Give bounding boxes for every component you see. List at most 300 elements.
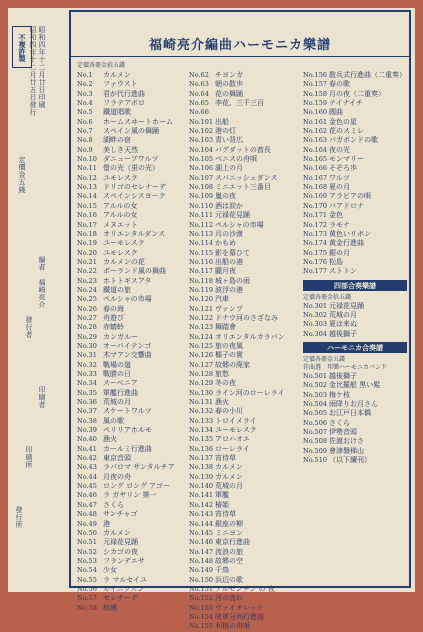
item-number: No.112 (189, 220, 213, 229)
item-number: No.33 (77, 370, 97, 378)
publish-date: 昭和四年十二月廿五日發行 (29, 26, 37, 116)
item-title: 舞踏會 (215, 323, 236, 332)
list-item (77, 538, 185, 547)
item-number: No.16 (77, 211, 97, 220)
list-item (189, 538, 299, 547)
list-item (77, 314, 185, 323)
list-item (189, 155, 299, 164)
item-number: No.66 (189, 108, 209, 117)
printer-label: 印刷者 (38, 386, 46, 409)
list-item (303, 230, 407, 239)
item-number: No.157 (303, 80, 327, 89)
item-title: お江戸日本橋 (329, 409, 371, 418)
item-number: No.130 (189, 388, 213, 397)
list-item (77, 454, 185, 463)
list-item (189, 361, 299, 370)
list-item (189, 566, 299, 575)
list-item (303, 330, 407, 339)
list-item (77, 435, 185, 444)
list-item (189, 501, 299, 510)
item-number: No.304 (303, 329, 327, 338)
list-item (77, 221, 185, 230)
item-number: No.102 (189, 127, 213, 136)
list-item (189, 333, 299, 342)
list-item (303, 71, 407, 80)
list-item (189, 407, 299, 416)
item-number: No.149 (189, 566, 213, 575)
item-number: No.56 (77, 584, 97, 593)
item-number: No.175 (303, 248, 327, 257)
item-title: モンマリー (329, 155, 364, 164)
list-item (77, 323, 185, 332)
item-number: No.1 (77, 71, 93, 79)
item-title: オーバイテンゴ (103, 341, 152, 350)
list-item (77, 501, 185, 510)
item-title: ワルツ (329, 173, 350, 182)
list-item (189, 370, 299, 379)
item-number: No.142 (189, 500, 213, 509)
list-item (189, 221, 299, 230)
item-title: 荒城の月 (215, 482, 243, 491)
item-number: No.30 (77, 341, 97, 350)
list-item (77, 155, 185, 164)
item-title: ペルシャの市場 (215, 220, 264, 229)
item-number: No.134 (189, 426, 213, 435)
item-number: No.152 (189, 594, 213, 603)
item-title: 港 (103, 519, 110, 528)
list-item (189, 108, 299, 117)
item-number: No.28 (77, 323, 97, 332)
item-number: No.43 (77, 463, 97, 472)
item-number: No.34 (77, 379, 97, 388)
item-title: 軍艦 (215, 491, 229, 500)
list-item (189, 127, 299, 136)
item-number: No.169 (303, 192, 327, 201)
item-title: 美しき天然 (103, 145, 138, 154)
list-item (303, 409, 407, 418)
list-item (77, 174, 185, 183)
item-title: トロイメライ (215, 416, 257, 425)
item-title: チヨンガ (215, 71, 243, 79)
item-number: No.122 (189, 313, 213, 322)
item-number: No.163 (303, 136, 327, 145)
item-title: 黄金行進曲 (329, 239, 364, 248)
item-title: カルメン (215, 472, 243, 481)
item-number: No.135 (189, 435, 213, 444)
item-title: 漁火 (103, 435, 117, 444)
item-number: No.44 (77, 472, 97, 481)
item-number: No.63 (189, 80, 209, 89)
list-item (77, 71, 185, 80)
item-title: カルメン (215, 463, 243, 472)
item-title: 荒城の月 (103, 398, 131, 407)
publisher-label: 發行者 (25, 316, 33, 339)
list-item (77, 146, 185, 155)
item-title: 影を慕ひて (215, 248, 250, 257)
item-number: No.37 (77, 407, 97, 416)
list-item (189, 118, 299, 127)
item-title: 故郷 (103, 603, 117, 612)
item-title: カルメンの花 (103, 257, 145, 266)
list-item (77, 108, 185, 117)
item-number: No.170 (303, 201, 327, 210)
item-title (215, 108, 299, 117)
item-number: No.166 (303, 164, 327, 173)
print-date: 昭和四年十二月廿日印刷 (38, 26, 46, 109)
list-item (77, 520, 185, 529)
item-number: No.47 (77, 500, 97, 509)
item-title: カールミ行進曲 (103, 444, 152, 453)
list-item (303, 174, 407, 183)
item-number: No.136 (189, 444, 213, 453)
item-title: 鐵道唱歌 (103, 108, 131, 117)
item-number: No.504 (303, 399, 327, 408)
list-item (189, 99, 299, 108)
list-item (303, 239, 407, 248)
list-item (303, 99, 407, 108)
item-title: 黄色いリボン (329, 229, 371, 238)
item-number: No.117 (189, 267, 213, 276)
item-number: No.109 (189, 192, 213, 201)
item-number: No.143 (189, 510, 213, 519)
list-item (189, 249, 299, 258)
list-item (303, 267, 407, 276)
item-title: 月の沙漠 (215, 229, 243, 238)
catalog-panel (69, 10, 411, 631)
list-item (189, 520, 299, 529)
list-item (77, 267, 185, 276)
row-list (189, 71, 299, 632)
item-title: ポーランド風の舞曲 (103, 267, 166, 276)
item-title: 會津磐梯山 (329, 446, 364, 455)
item-title: オリエンタルカラバン (215, 332, 285, 341)
list-item (303, 80, 407, 89)
item-title: 花の舞踊 (215, 89, 243, 98)
item-number: No.15 (77, 201, 97, 210)
item-title: 風の歌 (103, 416, 124, 425)
item-number: No.128 (189, 370, 213, 378)
list-item (189, 305, 299, 314)
list-item (77, 510, 185, 519)
item-number: No.161 (303, 117, 327, 126)
item-number: No.132 (189, 407, 213, 416)
item-title: フランデエサ (103, 556, 145, 565)
item-title: ホームスヰートホーム (103, 117, 173, 126)
list-item (303, 320, 407, 329)
list-item (77, 202, 185, 211)
item-number: No.58 (77, 603, 97, 612)
item-number: No.509 (303, 446, 327, 455)
item-title: 宵待草 (215, 454, 236, 463)
list-item (189, 529, 299, 538)
item-title: ルイニツスン (103, 584, 145, 593)
list-item (77, 99, 185, 108)
item-number: No.146 (189, 538, 213, 547)
column-header: 定價各冊金拾五錢 (77, 62, 126, 69)
item-number: No.39 (77, 426, 97, 435)
list-item (77, 351, 185, 360)
list-item (189, 230, 299, 239)
list-item (77, 164, 185, 173)
item-number: No.55 (77, 575, 97, 584)
item-title: 赤蜻蛉 (103, 323, 124, 332)
item-number: No.174 (303, 239, 327, 248)
item-number: No.148 (189, 556, 213, 565)
item-title: カルメン (103, 528, 131, 537)
ensemble-section-heading: 四部合奏樂譜 (303, 280, 407, 291)
item-title: 東京音頭 (103, 454, 131, 463)
item-title: カルメン (103, 71, 131, 79)
item-number: No.53 (77, 556, 97, 565)
item-title: 港の灯 (215, 127, 236, 136)
item-number: No.12 (77, 173, 97, 182)
item-number: No.139 (189, 472, 213, 481)
publishing-house-label: 發行所 (15, 506, 23, 529)
list-item (189, 267, 299, 276)
item-title: 陸軍分列行進曲 (215, 612, 264, 621)
stamp-line-2: 許製 (18, 48, 27, 62)
item-title: アラビアの唄 (329, 192, 371, 201)
list-item (77, 258, 185, 267)
list-item (303, 211, 407, 220)
list-item (77, 295, 185, 304)
item-number: No.4 (77, 99, 93, 108)
item-number: No.162 (303, 127, 327, 136)
item-number: No.120 (189, 295, 213, 304)
item-title: スーベニア (103, 379, 138, 388)
item-title: 金色の星 (329, 117, 357, 126)
item-title: ラ マルセイユ (103, 575, 147, 584)
item-title: 銀の月 (329, 248, 350, 257)
item-title: 金色 (329, 211, 343, 220)
item-number: No.140 (189, 482, 213, 491)
list-item (189, 417, 299, 426)
item-title: ローレライ (215, 444, 250, 453)
item-title: 荒城の月 (329, 310, 357, 319)
list-item (189, 379, 299, 388)
item-title: ドナウ河のさざなみ (215, 313, 278, 322)
item-number: No.6 (77, 117, 93, 126)
list-item (189, 146, 299, 155)
item-title: スペインシスヨーク (103, 192, 166, 201)
item-title: 春の歌 (329, 80, 350, 89)
item-number: No.101 (189, 117, 213, 126)
list-item (77, 389, 185, 398)
list-item (77, 286, 185, 295)
list-item (303, 221, 407, 230)
item-title: ライン河のローレライ (215, 388, 285, 397)
item-number: No.7 (77, 127, 93, 136)
list-item (77, 482, 185, 491)
item-title: ロング ロング アゴー (103, 482, 170, 491)
item-number: No.503 (303, 390, 327, 399)
item-title: スパニッシュダンス (215, 173, 278, 182)
row-list (303, 71, 407, 277)
item-title: 銀座の柳 (215, 519, 243, 528)
list-item (189, 585, 299, 594)
item-title: バグダットの酋長 (215, 145, 271, 154)
list-item (189, 295, 299, 304)
list-item (77, 398, 185, 407)
item-title: 螢の光（蛍の光） (103, 164, 159, 173)
item-title: かもめ (215, 239, 236, 248)
item-title: サンチャゴ (103, 510, 138, 519)
list-item (303, 437, 407, 446)
list-item (189, 482, 299, 491)
printshop-label: 印刷所 (25, 446, 33, 469)
item-number: No.45 (77, 482, 97, 491)
list-item (303, 447, 407, 456)
item-title: ユーモレスク (103, 239, 145, 248)
item-title: ミニエット三番目 (215, 183, 271, 192)
list-item (77, 361, 185, 370)
item-number: No.106 (189, 164, 213, 173)
item-title: 酒は涙か (215, 201, 243, 210)
item-number: No.137 (189, 454, 213, 463)
list-item (189, 90, 299, 99)
list-item (77, 136, 185, 145)
list-item (77, 473, 185, 482)
item-title: 椰子の實 (215, 351, 243, 360)
list-item (189, 454, 299, 463)
colophon (12, 26, 64, 586)
item-number: No.25 (77, 295, 97, 304)
item-title: 花のスミレ (329, 127, 364, 136)
item-number: No.103 (189, 136, 213, 145)
item-number: No.165 (303, 155, 327, 164)
band-list (303, 372, 407, 465)
item-number: No.133 (189, 416, 213, 425)
list-item (189, 136, 299, 145)
item-number: No.54 (77, 566, 97, 575)
item-number: No.21 (77, 257, 97, 266)
item-title: 佐渡おけさ (329, 437, 364, 446)
list-item (189, 202, 299, 211)
list-item (303, 400, 407, 409)
item-number: No.168 (303, 183, 327, 192)
item-title: 李花、三千三百 (215, 99, 264, 108)
item-title: 梅ケ枝 (329, 390, 350, 399)
list-item (189, 351, 299, 360)
item-title: ストトン (329, 267, 357, 276)
item-number: No.158 (303, 89, 327, 98)
item-number: No.123 (189, 323, 213, 332)
list-item (303, 311, 407, 320)
ensemble-list (303, 302, 407, 339)
item-title: セレナーデ (103, 594, 138, 603)
item-number: No.10 (77, 155, 97, 164)
item-number: No.147 (189, 547, 213, 556)
item-title: 河の流れ (215, 594, 243, 603)
item-title: 旅愁 (215, 370, 229, 378)
list-item (189, 426, 299, 435)
item-number: No.151 (189, 584, 213, 593)
item-title: 鐵道の旅 (103, 285, 131, 294)
item-number: No.119 (189, 285, 213, 294)
list-item (303, 302, 407, 311)
item-number: No.40 (77, 435, 97, 444)
item-number: No.22 (77, 267, 97, 276)
item-title: 青い背広 (215, 136, 243, 145)
list-item (303, 90, 407, 99)
list-item (189, 192, 299, 201)
list-item (189, 604, 299, 613)
item-title: 月の夜（二重奏） (329, 89, 385, 98)
item-number: No.141 (189, 491, 213, 500)
item-number: No.105 (189, 155, 213, 164)
item-title: そぞろ歩 (329, 164, 357, 173)
item-number: No.42 (77, 454, 97, 463)
item-title: ヴァイオレッテ (215, 603, 264, 612)
item-number: No.125 (189, 341, 213, 350)
list-item (189, 398, 299, 407)
item-number: No.52 (77, 547, 97, 556)
item-number: No.114 (189, 239, 213, 248)
list-item (77, 90, 185, 99)
item-number: No.26 (77, 304, 97, 313)
item-number: No.64 (189, 89, 209, 98)
item-number: No.108 (189, 183, 213, 192)
list-item (303, 136, 407, 145)
item-title: 漁火 (215, 398, 229, 407)
item-number: No.5 (77, 108, 93, 117)
item-title: 雨降りお月さん (329, 399, 378, 408)
item-title: ドリゴのセレナーデ (103, 183, 166, 192)
item-number: No.14 (77, 192, 97, 201)
list-item (77, 118, 185, 127)
item-title: テイナイチ (329, 99, 364, 108)
item-title: 朝の散歩 (215, 80, 243, 89)
item-title: 伊勢音頭 (329, 428, 357, 436)
item-number: No.19 (77, 239, 97, 248)
item-number: No.508 (303, 437, 327, 446)
item-number: No.35 (77, 388, 97, 397)
editor: 編者 福崎亮介 (38, 256, 46, 309)
item-number: No.501 (303, 371, 327, 380)
list-item (77, 305, 185, 314)
list-item (189, 286, 299, 295)
item-number: No.48 (77, 510, 97, 519)
item-title: 故郷の空 (215, 556, 243, 565)
list-item (77, 192, 185, 201)
list-item (189, 491, 299, 500)
item-number: No.20 (77, 248, 97, 257)
item-number: No.177 (303, 267, 327, 276)
item-title: 國曲 (329, 108, 343, 117)
item-title: ダニューブワルツ (103, 155, 159, 164)
list-item (77, 183, 185, 192)
list-item (303, 146, 407, 155)
list-item (303, 155, 407, 164)
list-item (303, 381, 407, 390)
item-number: No.111 (189, 211, 213, 220)
item-number: No.2 (77, 80, 93, 89)
price: 定價金五錢 (18, 156, 26, 194)
item-number: No.145 (189, 528, 213, 537)
catalog-column-1 (77, 62, 185, 613)
list-item (189, 594, 299, 603)
item-number: No.502 (303, 381, 327, 390)
list-item (303, 164, 407, 173)
item-title: ユーモレスク (215, 426, 257, 435)
item-number: No.104 (189, 145, 213, 154)
item-number: No.50 (77, 528, 97, 537)
item-title: 湖畔の宿 (103, 136, 131, 145)
list-item (189, 323, 299, 332)
item-title: 東京行進曲 (215, 538, 250, 547)
item-title: 木マアン交響曲 (103, 351, 152, 360)
item-number: No.65 (189, 99, 209, 108)
